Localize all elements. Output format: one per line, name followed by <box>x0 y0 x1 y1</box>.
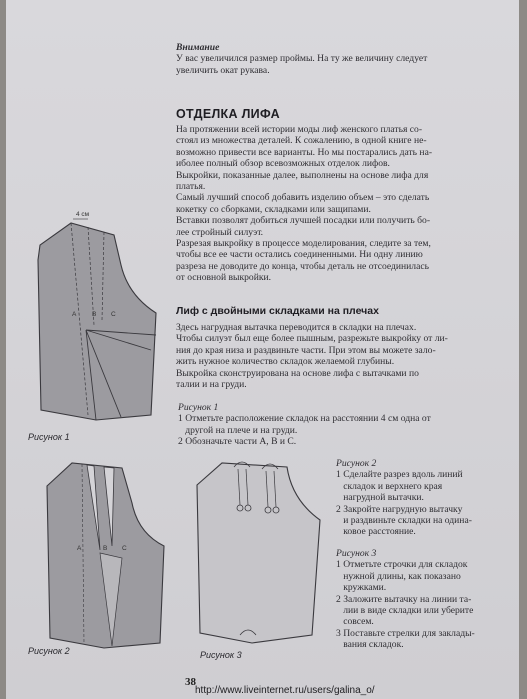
figure1-heading: Рисунок 1 <box>178 402 219 413</box>
figure1-bodice-pattern <box>26 205 176 435</box>
instruction-line: ковое расстояние. <box>336 526 416 538</box>
body-line: Вставки позволят добиться лучшей посадки или получить бо- <box>176 215 431 227</box>
body-line: Выкройки, показанные далее, выполнены на основе лифа для <box>176 169 429 181</box>
instruction-line: другой на плече и на груди. <box>178 424 298 436</box>
instruction-line: складок и верхнего края <box>336 480 443 492</box>
instruction-line: лии в виде складки или уберите <box>336 605 474 617</box>
body-line: от основной выкройки. <box>176 272 272 284</box>
part-label-c: C <box>122 545 127 552</box>
body-line: иболее полный обзор всевозможных отделок лифов. <box>176 158 390 170</box>
body-line: стоял из множества деталей. К сожалению, в одной книге не- <box>176 135 427 147</box>
bodice-shape <box>38 223 156 420</box>
section-title-bodice-finish: ОТДЕЛКА ЛИФА <box>176 107 280 121</box>
body-line: платья. <box>176 181 206 193</box>
figure2-heading: Рисунок 2 <box>336 458 377 469</box>
instruction-line: вания складок. <box>336 639 404 651</box>
body-line: Здесь нагрудная вытачка переводится в складки на плечах. <box>176 322 417 333</box>
instruction-line: совсем. <box>336 616 374 628</box>
body-line: возможно привести все варианты. Но мы постарались дать на- <box>176 146 433 158</box>
instruction-line: и раздвиньте складки на одина- <box>336 515 472 527</box>
instruction-line: 1 Отметьте расположение складок на расстоянии 4 см одна от <box>178 413 431 425</box>
figure3-bodice-pattern <box>192 455 327 655</box>
figure2-instructions <box>336 458 516 538</box>
body-line: ния до края низа и раздвиньте части. При этом вы можете зало- <box>176 344 436 356</box>
scanned-page <box>6 0 519 699</box>
instruction-line: 3 Поставьте стрелки для заклады- <box>336 627 475 639</box>
page-number: 38 <box>185 676 196 688</box>
part-label-b: B <box>92 311 97 318</box>
instruction-line: 1 Сделайте разрез вдоль линий <box>336 469 463 481</box>
measure-label: 4 см <box>76 211 90 218</box>
note-heading: Внимание <box>176 42 220 53</box>
figure2-bodice-pattern <box>42 458 172 653</box>
instruction-line: 2 Заложите вытачку на линии та- <box>336 593 472 605</box>
part-label-c: C <box>111 311 116 318</box>
body-line: Чтобы силуэт был еще более пышным, разрежьте выкройку от ли- <box>176 333 448 345</box>
body-line: талии и на груди. <box>176 379 247 391</box>
section2-body <box>176 322 516 390</box>
part-label-b: B <box>103 545 108 552</box>
instruction-line: 2 Закройте нагрудную вытачку <box>336 503 463 515</box>
instruction-line: нагрудной вытачки. <box>336 492 424 504</box>
body-line: Разрезая выкройку в процессе моделирования, следите за тем, <box>176 238 431 250</box>
instruction-line: кружками. <box>336 582 387 594</box>
body-line: лее стройный силуэт. <box>176 226 264 238</box>
watermark-url: http://www.liveinternet.ru/users/galina_o/ <box>195 685 375 696</box>
section1-body <box>176 124 516 284</box>
body-line: разреза не доводите до конца, чтобы деталь не отсоединилась <box>176 260 429 272</box>
note-line: увеличить окат рукава. <box>176 64 270 76</box>
body-line: чтобы все ее части остались соединенными. Ни одну линию <box>176 249 423 261</box>
note-line: У вас увеличился размер проймы. На ту же величину следует <box>176 53 428 65</box>
instruction-line: нужной длины, как показано <box>336 570 461 582</box>
body-line: жить нужное количество складок желаемой глубины. <box>176 356 395 368</box>
part-label-a: A <box>77 545 82 552</box>
figure1-caption: Рисунок 1 <box>28 432 70 442</box>
figure1-instructions <box>178 402 518 448</box>
body-line: Выкройка сконструирована на основе лифа с вытачками по <box>176 367 419 379</box>
body-line: кокетку со сборками, складками или защипами. <box>176 203 371 215</box>
body-line: Самый лучший способ добавить изделию объем – это сделать <box>176 192 430 204</box>
part-label-a: A <box>72 311 77 318</box>
body-line: На протяжении всей истории моды лиф женского платья со- <box>176 124 423 135</box>
figure3-caption: Рисунок 3 <box>200 650 242 660</box>
bodice-shape <box>197 463 320 643</box>
figure3-heading: Рисунок 3 <box>336 548 377 559</box>
figure3-instructions <box>336 548 516 651</box>
figure2-caption: Рисунок 2 <box>28 646 70 656</box>
section-title-double-pleats: Лиф с двойными складками на плечах <box>176 305 379 317</box>
note-block <box>176 42 516 76</box>
instruction-line: 2 Обозначьте части А, В и С. <box>178 436 297 448</box>
instruction-line: 1 Отметьте строчки для складок <box>336 559 468 571</box>
